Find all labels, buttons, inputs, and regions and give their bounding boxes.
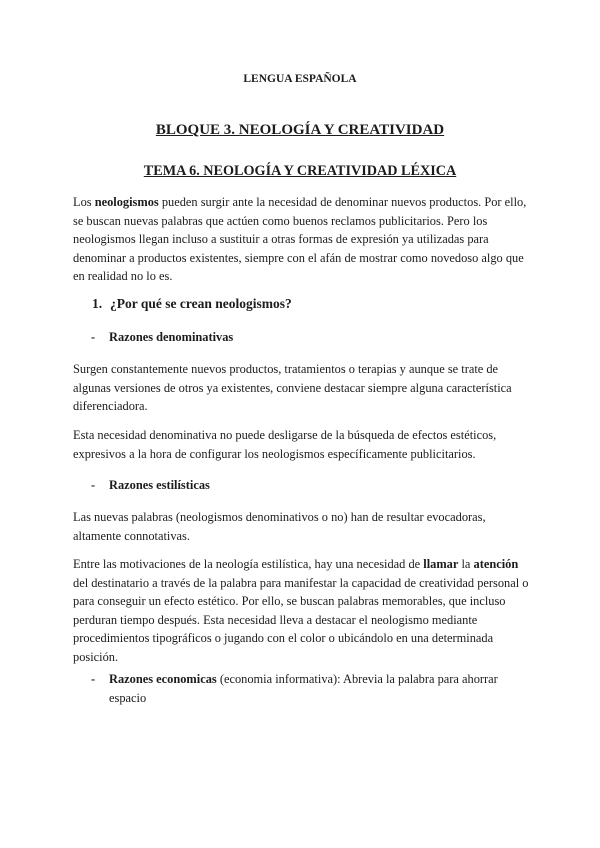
estilisticas-paragraph-2: Entre las motivaciones de la neología estilística, hay una necesidad de llamar la atención del destinatario a través de la palabra para manifestar la capacidad de creatividad personal o para conseguir un efecto estético. Por ello, se buscan palabras memorables, que incluso perduran tiempo después. Esta necesidad lleva a destacar el neologismo mediante procedimientos tipográficos o jugando con el color o ubicándolo en una determinada posición.: [73, 557, 529, 664]
atencion-term: atención: [473, 557, 519, 571]
subheading-estilisticas: Razones estilísticas: [109, 478, 210, 492]
section-heading: [92, 296, 292, 312]
estilisticas-paragraph-1: Las nuevas palabras (neologismos denominativos o no) han de resultar evocadoras, altamente connotativas.: [73, 510, 486, 543]
subject-header: LENGUA ESPAÑOLA: [243, 73, 357, 85]
bullet-dash: -: [91, 478, 96, 492]
economicas-item: Razones economicas (economia informativa): Abrevia la palabra para ahorrar espacio: [109, 672, 498, 705]
topic-title: TEMA 6. NEOLOGÍA Y CREATIVIDAD LÉXICA: [143, 163, 457, 179]
bullet-dash: -: [91, 330, 96, 344]
llamar-term: llamar: [423, 557, 459, 571]
denominativas-paragraph-1: Surgen constantemente nuevos productos, tratamientos o terapias y aunque se trate de algunas versiones de otros ya existentes, conviene destacar siempre alguna característica diferenciadora.: [73, 362, 512, 413]
neologismos-term: neologismos: [94, 195, 159, 209]
section-title: ¿Por qué se crean neologismos?: [110, 296, 292, 311]
subheading-denominativas: Razones denominativas: [109, 330, 234, 344]
section-number: 1.: [92, 296, 103, 311]
intro-paragraph: Los neologismos pueden surgir ante la necesidad de denominar nuevos productos. Por ello, se buscan nuevas palabras que actúen como buenos reclamos publicitarios. Pero los neologismos llegan incluso a sustituir a otras formas de expresión ya utilizadas para denominar a productos existentes, siempre con el afán de mostrar como novedoso algo que en realidad no lo es.: [73, 195, 527, 283]
block-title: BLOQUE 3. NEOLOGÍA Y CREATIVIDAD: [155, 122, 445, 138]
subheading-economicas: Razones economicas: [109, 672, 217, 686]
denominativas-paragraph-2: Esta necesidad denominativa no puede desligarse de la búsqueda de efectos estéticos, expresivos a la hora de configurar los neologismos específicamente publicitarios.: [73, 428, 497, 461]
bullet-dash: -: [91, 672, 96, 686]
